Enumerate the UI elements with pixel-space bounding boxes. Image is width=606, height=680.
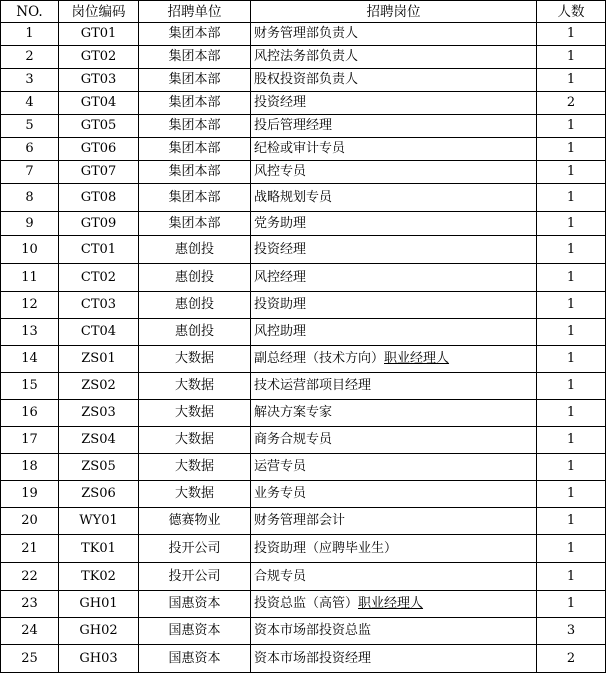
table-row: [1, 92, 606, 115]
cell-code: GT09: [59, 212, 139, 236]
cell-code: ZS06: [59, 481, 139, 508]
post-title: 纪检或审计专员: [254, 141, 346, 156]
cell-code: GT04: [59, 92, 139, 115]
cell-no: 12: [1, 292, 59, 319]
post-title: 风控经理: [254, 269, 307, 285]
table-row: [1, 23, 606, 46]
cell-count: 1: [537, 535, 606, 563]
cell-unit: 惠创投: [139, 264, 251, 292]
cell-post: [251, 427, 537, 454]
cell-code: WY01: [59, 508, 139, 535]
post-title: 风控专员: [254, 164, 307, 179]
table-row: [1, 46, 606, 69]
cell-code: GT03: [59, 69, 139, 92]
cell-unit: 集团本部: [139, 184, 251, 212]
cell-unit: 大数据: [139, 400, 251, 427]
cell-code: GH03: [59, 645, 139, 673]
cell-code: CT03: [59, 292, 139, 319]
cell-code: GT02: [59, 46, 139, 69]
cell-no: 15: [1, 373, 59, 400]
cell-code: ZS03: [59, 400, 139, 427]
cell-count: 3: [537, 618, 606, 645]
cell-no: 19: [1, 481, 59, 508]
cell-post: [251, 69, 537, 92]
cell-unit: 集团本部: [139, 92, 251, 115]
post-title: 投资助理（应聘毕业生）: [254, 540, 398, 556]
cell-no: 23: [1, 591, 59, 618]
table-row: [1, 618, 606, 645]
cell-code: GH02: [59, 618, 139, 645]
cell-post: [251, 46, 537, 69]
cell-unit: 集团本部: [139, 46, 251, 69]
cell-count: 1: [537, 212, 606, 236]
cell-no: 22: [1, 563, 59, 591]
cell-count: 1: [537, 264, 606, 292]
cell-count: 1: [537, 69, 606, 92]
post-title: 战略规划专员: [254, 189, 333, 205]
table-row: [1, 373, 606, 400]
cell-count: 1: [537, 400, 606, 427]
table-row: [1, 69, 606, 92]
table-row: [1, 645, 606, 673]
cell-unit: 投开公司: [139, 563, 251, 591]
cell-post: [251, 236, 537, 264]
post-tag-underlined: 职业经理人: [384, 351, 450, 366]
cell-unit: 国惠资本: [139, 591, 251, 618]
table-row: [1, 427, 606, 454]
cell-unit: 投开公司: [139, 535, 251, 563]
table-row: [1, 535, 606, 563]
table-row: [1, 212, 606, 236]
cell-count: 2: [537, 92, 606, 115]
cell-count: 1: [537, 591, 606, 618]
cell-post: [251, 212, 537, 236]
post-tag-underlined: 职业经理人: [358, 596, 424, 611]
post-title: 商务合规专员: [254, 432, 333, 447]
cell-post: [251, 645, 537, 673]
cell-post: [251, 23, 537, 46]
cell-unit: 集团本部: [139, 23, 251, 46]
cell-no: 18: [1, 454, 59, 481]
cell-unit: 惠创投: [139, 319, 251, 346]
cell-count: 1: [537, 115, 606, 138]
cell-unit: 惠创投: [139, 292, 251, 319]
table-header-row: [1, 1, 606, 23]
post-title: 技术运营部项目经理: [254, 378, 372, 393]
cell-unit: 大数据: [139, 481, 251, 508]
cell-unit: 德赛物业: [139, 508, 251, 535]
cell-no: 13: [1, 319, 59, 346]
cell-code: TK02: [59, 563, 139, 591]
table-row: [1, 184, 606, 212]
post-title: 股权投资部负责人: [254, 72, 359, 87]
cell-post: [251, 400, 537, 427]
cell-unit: 国惠资本: [139, 645, 251, 673]
post-title: 风控法务部负责人: [254, 49, 359, 64]
post-title: 投后管理经理: [254, 118, 333, 133]
cell-post: [251, 591, 537, 618]
cell-unit: 集团本部: [139, 212, 251, 236]
post-title: 合规专员: [254, 568, 307, 584]
header-code: 岗位编码: [59, 1, 139, 23]
cell-code: TK01: [59, 535, 139, 563]
cell-no: 14: [1, 346, 59, 373]
cell-no: 24: [1, 618, 59, 645]
post-title: 财务管理部负责人: [254, 26, 359, 41]
cell-no: 5: [1, 115, 59, 138]
post-title: 资本市场部投资总监: [254, 623, 372, 638]
cell-code: GT01: [59, 23, 139, 46]
cell-unit: 集团本部: [139, 69, 251, 92]
post-title: 投资经理: [254, 95, 307, 110]
cell-post: [251, 184, 537, 212]
cell-no: 10: [1, 236, 59, 264]
cell-unit: 大数据: [139, 427, 251, 454]
cell-count: 1: [537, 184, 606, 212]
cell-no: 6: [1, 138, 59, 161]
cell-no: 16: [1, 400, 59, 427]
cell-count: 1: [537, 563, 606, 591]
table-row: [1, 236, 606, 264]
table-row: [1, 319, 606, 346]
cell-unit: 集团本部: [139, 161, 251, 184]
table-row: [1, 161, 606, 184]
cell-post: [251, 508, 537, 535]
cell-post: [251, 92, 537, 115]
cell-code: CT04: [59, 319, 139, 346]
cell-count: 1: [537, 138, 606, 161]
table-row: [1, 138, 606, 161]
cell-code: ZS01: [59, 346, 139, 373]
cell-unit: 大数据: [139, 346, 251, 373]
cell-post: [251, 292, 537, 319]
cell-count: 2: [537, 645, 606, 673]
post-title: 副总经理（技术方向）: [254, 351, 385, 366]
cell-count: 1: [537, 346, 606, 373]
cell-no: 25: [1, 645, 59, 673]
cell-no: 1: [1, 23, 59, 46]
post-title: 财务管理部会计: [254, 513, 346, 528]
cell-code: CT02: [59, 264, 139, 292]
header-count: 人数: [537, 1, 606, 23]
header-no: NO.: [1, 1, 59, 23]
cell-no: 9: [1, 212, 59, 236]
cell-count: 1: [537, 454, 606, 481]
cell-count: 1: [537, 161, 606, 184]
cell-unit: 大数据: [139, 373, 251, 400]
cell-code: GH01: [59, 591, 139, 618]
post-title: 投资经理: [254, 241, 307, 257]
cell-post: [251, 138, 537, 161]
cell-count: 1: [537, 23, 606, 46]
table-row: [1, 508, 606, 535]
table-row: [1, 346, 606, 373]
header-unit: 招聘单位: [139, 1, 251, 23]
cell-post: [251, 115, 537, 138]
cell-unit: 集团本部: [139, 115, 251, 138]
cell-count: 1: [537, 319, 606, 346]
cell-code: ZS05: [59, 454, 139, 481]
cell-code: ZS02: [59, 373, 139, 400]
cell-no: 3: [1, 69, 59, 92]
table-row: [1, 563, 606, 591]
cell-no: 4: [1, 92, 59, 115]
cell-post: [251, 535, 537, 563]
post-title: 党务助理: [254, 215, 307, 231]
post-title: 风控助理: [254, 324, 307, 339]
post-title: 解决方案专家: [254, 405, 333, 420]
cell-post: [251, 264, 537, 292]
cell-post: [251, 563, 537, 591]
cell-no: 20: [1, 508, 59, 535]
cell-no: 11: [1, 264, 59, 292]
cell-count: 1: [537, 292, 606, 319]
cell-no: 2: [1, 46, 59, 69]
table-row: [1, 264, 606, 292]
post-title: 投资总监（高管）: [254, 596, 359, 611]
cell-no: 7: [1, 161, 59, 184]
cell-post: [251, 373, 537, 400]
cell-count: 1: [537, 46, 606, 69]
cell-no: 8: [1, 184, 59, 212]
cell-count: 1: [537, 427, 606, 454]
cell-code: GT07: [59, 161, 139, 184]
post-title: 业务专员: [254, 486, 307, 501]
cell-post: [251, 481, 537, 508]
cell-post: [251, 346, 537, 373]
cell-count: 1: [537, 373, 606, 400]
table-row: [1, 591, 606, 618]
cell-post: [251, 618, 537, 645]
cell-unit: 集团本部: [139, 138, 251, 161]
cell-unit: 惠创投: [139, 236, 251, 264]
table-row: [1, 292, 606, 319]
cell-post: [251, 454, 537, 481]
cell-code: GT06: [59, 138, 139, 161]
table-row: [1, 481, 606, 508]
cell-count: 1: [537, 236, 606, 264]
post-title: 资本市场部投资经理: [254, 650, 372, 666]
cell-count: 1: [537, 508, 606, 535]
header-post: 招聘岗位: [251, 1, 537, 23]
cell-no: 21: [1, 535, 59, 563]
table-row: [1, 454, 606, 481]
post-title: 投资助理: [254, 297, 307, 312]
cell-code: CT01: [59, 236, 139, 264]
table-row: [1, 115, 606, 138]
cell-post: [251, 161, 537, 184]
cell-post: [251, 319, 537, 346]
cell-count: 1: [537, 481, 606, 508]
cell-code: GT08: [59, 184, 139, 212]
cell-no: 17: [1, 427, 59, 454]
cell-unit: 国惠资本: [139, 618, 251, 645]
table-row: [1, 400, 606, 427]
post-title: 运营专员: [254, 459, 307, 474]
cell-code: GT05: [59, 115, 139, 138]
cell-unit: 大数据: [139, 454, 251, 481]
cell-code: ZS04: [59, 427, 139, 454]
